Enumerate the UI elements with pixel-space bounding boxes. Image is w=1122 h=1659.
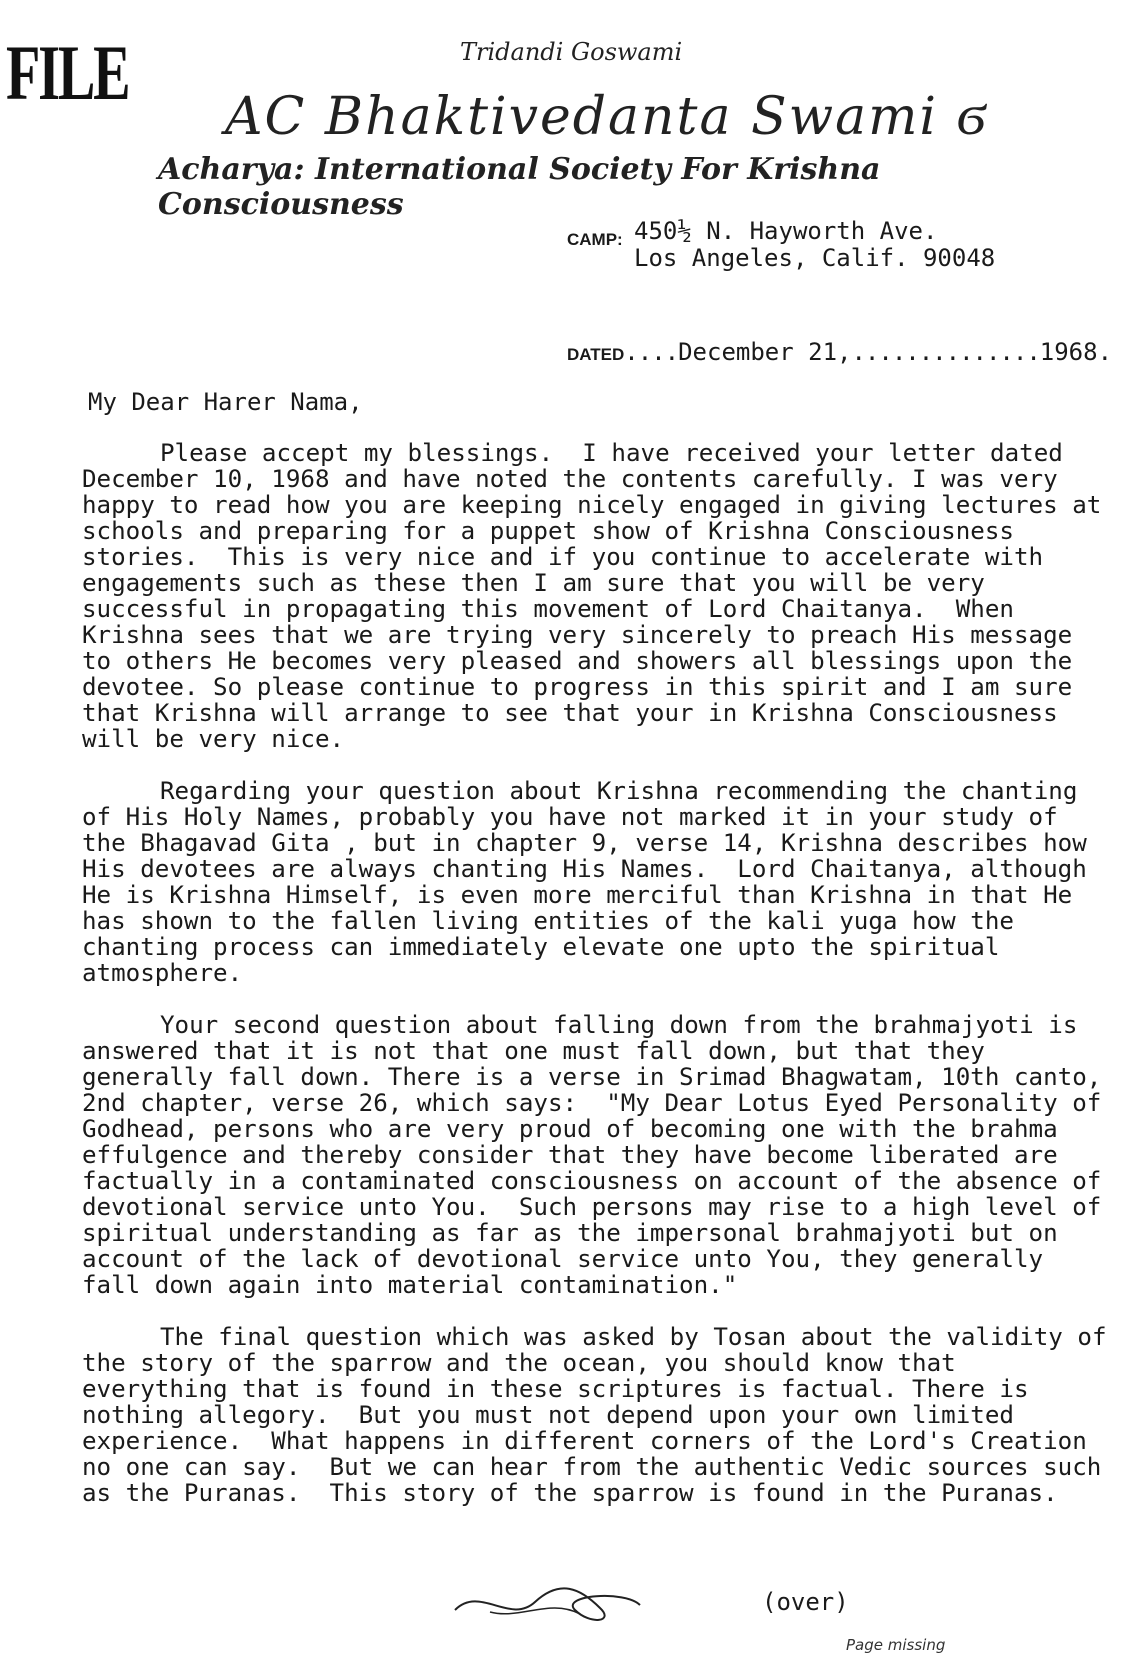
camp-address (567, 218, 995, 272)
over-note: (over) (762, 1588, 849, 1616)
handwritten-page-missing-note: Page missing (846, 1636, 946, 1654)
dated-label: DATED (567, 345, 625, 364)
letter-date: December 21, (678, 338, 852, 366)
letter-year: 1968. (1039, 338, 1113, 366)
letterhead-acharya-title: Acharya: International Society For Krishna Consciousness (158, 152, 881, 222)
file-stamp: FILE (6, 29, 129, 116)
camp-label: CAMP: (567, 230, 623, 249)
dotted-leader: .... (624, 338, 679, 366)
letterhead-tridandi-goswami: Tridandi Goswami (460, 38, 683, 66)
salutation: My Dear Harer Nama, (88, 388, 363, 416)
paragraph-2: Regarding your question about Krishna recommending the chanting of His Holy Names, probably you have not marked it in your study of the Bhagavad Gita , but in chapter 9, verse 14, Krishna describes how His devotees are always chanting His Names. Lord Chaitanya, although He is Krishna Himself, is even more merciful than Krishna in that He has shown to the fallen living entities of the kali yuga how the chanting process can immediately elevate one upto the spiritual atmosphere. (82, 777, 1102, 987)
letter-body (82, 439, 1122, 1532)
pen-scribble-icon (450, 1580, 650, 1630)
paragraph-4: The final question which was asked by Tosan about the validity of the story of the sparrow and the ocean, you should know that everything that is found in these scriptures is factual. There is nothing allegory. But you must not depend upon your own limited experience. What happens in different corners of the Lord's Creation no one can say. But we can hear from the authentic Vedic sources such as the Puranas. This story of the sparrow is found in the Puranas. (82, 1323, 1122, 1507)
date-line (567, 338, 1112, 366)
letterhead (0, 0, 1122, 222)
letterhead-ornament-icon: ϭ (956, 80, 988, 148)
address-line-1: 450½ N. Hayworth Ave. (634, 217, 938, 245)
dotted-leader-2: .............. (851, 338, 1040, 366)
address-line-2: Los Angeles, Calif. 90048 (634, 244, 996, 272)
letterhead-name-text: AC Bhaktivedanta Swami (225, 87, 939, 147)
paragraph-3: Your second question about falling down from the brahmajyoti is answered that it is not that one must fall down, but that they generally fall down. There is a verse in Srimad Bhagwatam, 10th canto, 2nd chapter, verse 26, which says: "My Dear Lotus Eyed Personality of Godhead, persons who are very proud of becoming one with the brahma effulgence and thereby consider that they have become liberated are factually in a contaminated consciousness on account of the absence of devotional service unto You. Such persons may rise to a high level of spiritual understanding as far as the impersonal brahmajyoti but on account of the lack of devotional service unto You, they generally fall down again into material contamination." (82, 1011, 1116, 1299)
letterhead-name (225, 80, 987, 148)
paragraph-1: Please accept my blessings. I have received your letter dated December 10, 1968 and have noted the contents carefully. I was very happy to read how you are keeping nicely engaged in giving lectures at schools and preparing for a puppet show of Krishna Consciousness stories. This is very nice and if you continue to accelerate with engagements such as these then I am sure that you will be very successful in propagating this movement of Lord Chaitanya. When Krishna sees that we are trying very sincerely to preach His message to others He becomes very pleased and showers all blessings upon the devotee. So please continue to progress in this spirit and I am sure that Krishna will arrange to see that your in Krishna Consciousness will be very nice. (82, 439, 1116, 753)
